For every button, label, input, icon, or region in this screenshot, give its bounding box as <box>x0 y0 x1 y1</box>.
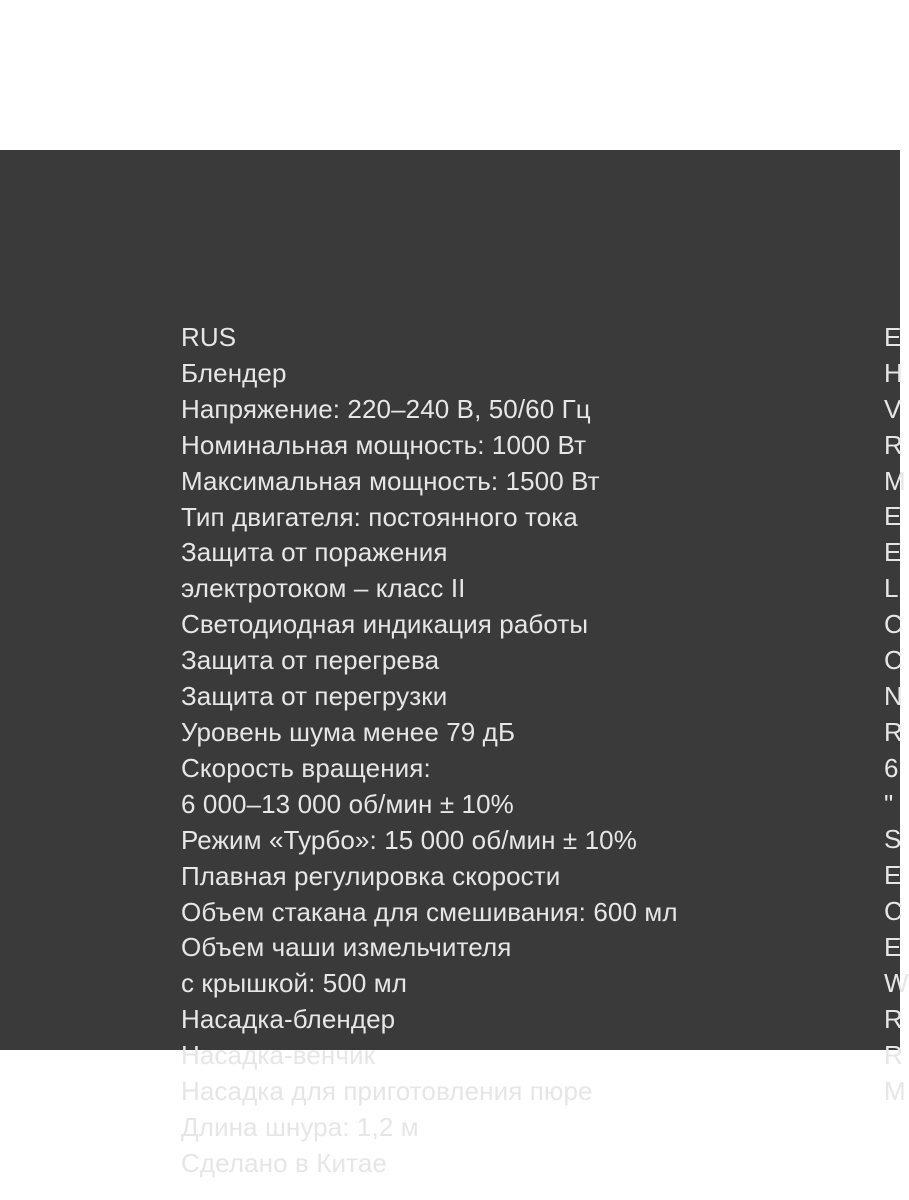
right-fragment: L <box>884 573 899 604</box>
right-fragment: W <box>884 968 909 999</box>
spec-cord-length: Длина шнура: 1,2 м <box>181 1111 419 1142</box>
spec-motor-type: Тип двигателя: постоянного тока <box>181 501 578 532</box>
right-fragment: R <box>884 1039 903 1070</box>
spec-overheat-protection: Защита от перегрева <box>181 645 440 676</box>
spec-list <box>181 320 678 1182</box>
right-fragment: E <box>884 501 902 532</box>
spec-mixing-cup-volume: Объем стакана для смешивания: 600 мл <box>181 896 678 927</box>
right-fragment: H <box>884 357 903 388</box>
right-fragment: " <box>884 788 894 819</box>
right-fragment: R <box>884 1003 903 1034</box>
right-fragment: M <box>884 1075 906 1106</box>
spec-led-indicator: Светодиодная индикация работы <box>181 609 589 640</box>
spec-rotation-speed-range: 6 000–13 000 об/мин ± 10% <box>181 788 514 819</box>
spec-puree-attachment: Насадка для приготовления пюре <box>181 1076 593 1107</box>
right-fragment: E <box>884 537 902 568</box>
spec-made-in: Сделано в Китае <box>181 1147 387 1178</box>
spec-whisk-attachment: Насадка-венчик <box>181 1040 376 1071</box>
spec-overload-protection: Защита от перегрузки <box>181 681 448 712</box>
right-fragment: V <box>884 393 902 424</box>
right-fragment: E <box>884 322 902 352</box>
right-fragment: E <box>884 860 902 891</box>
spec-voltage: Напряжение: 220–240 В, 50/60 Гц <box>181 393 591 424</box>
spec-noise-level: Уровень шума менее 79 дБ <box>181 716 516 747</box>
right-fragment: 6 <box>884 752 899 783</box>
right-fragment: E <box>884 932 902 963</box>
right-fragment: R <box>884 716 903 747</box>
right-fragment: C <box>884 896 903 927</box>
spec-chopper-bowl: Объем чаши измельчителя <box>181 932 512 963</box>
spec-blender-attachment: Насадка-блендер <box>181 1004 396 1035</box>
spec-rated-power: Номинальная мощность: 1000 Вт <box>181 429 587 460</box>
right-fragment: N <box>884 680 903 711</box>
spec-chopper-bowl-volume: с крышкой: 500 мл <box>181 968 408 999</box>
cropped-right-column <box>884 320 909 1110</box>
product-name: Блендер <box>181 357 287 388</box>
spec-max-power: Максимальная мощность: 1500 Вт <box>181 465 600 496</box>
spec-shock-protection: Защита от поражения <box>181 537 448 568</box>
spec-turbo-mode: Режим «Турбо»: 15 000 об/мин ± 10% <box>181 824 637 855</box>
right-fragment: C <box>884 609 903 640</box>
right-fragment: M <box>884 465 906 496</box>
spec-rotation-speed: Скорость вращения: <box>181 752 431 783</box>
right-fragment: C <box>884 645 903 676</box>
right-fragment: S <box>884 824 902 855</box>
right-fragment: R <box>884 429 903 460</box>
spec-panel <box>0 150 909 1178</box>
language-code: RUS <box>181 322 237 352</box>
spec-shock-protection-class: электротоком – класс II <box>181 573 466 604</box>
spec-speed-control: Плавная регулировка скорости <box>181 860 561 891</box>
